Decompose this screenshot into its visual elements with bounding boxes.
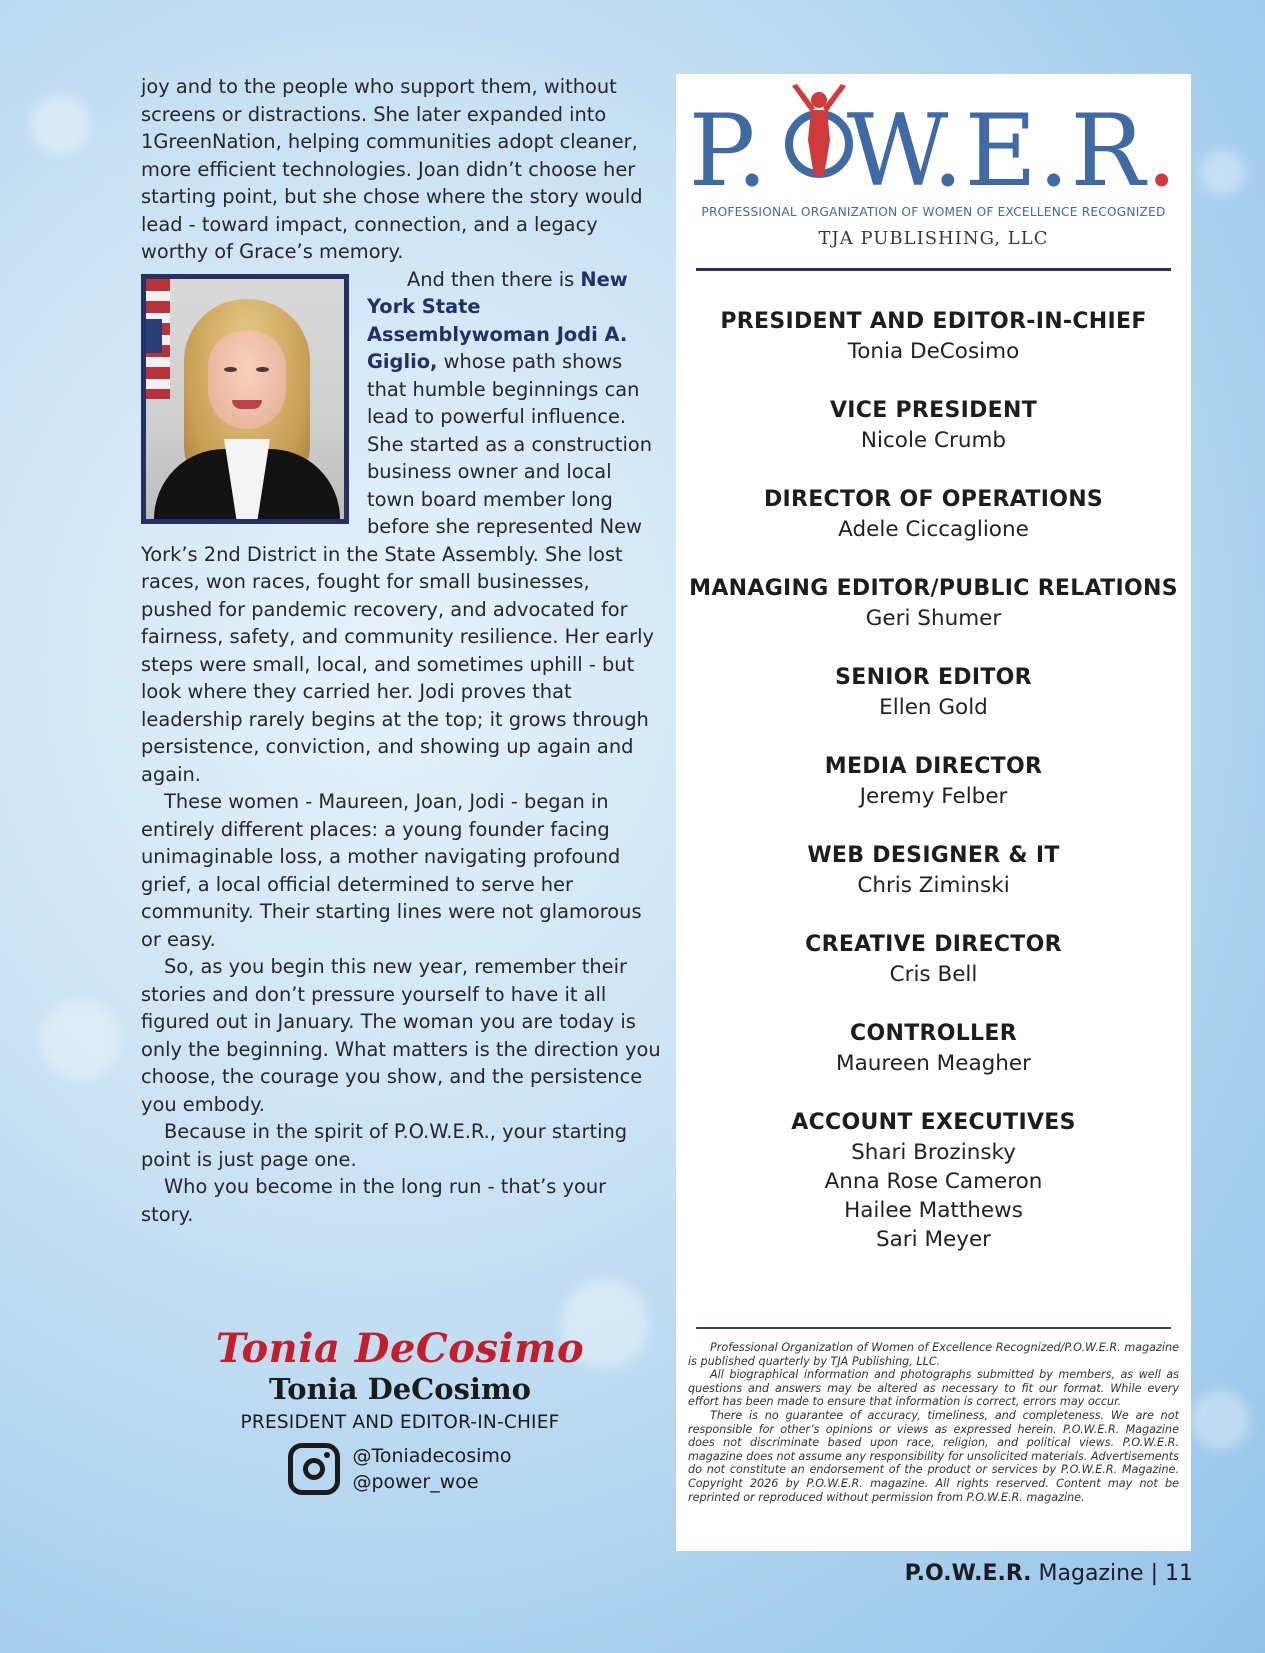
paragraph-body: whose path shows that humble beginnings can lead to powerful influence. She started as a construction business owner and local town board member long before she represented New York’s 2nd District in the State Assembly. She lost races, won races, fought for small businesses, pushed for pandemic recovery, and advocated for fairness, safety, and community resilience. Her early steps were small, local, and sometimes uphill - but look where they carried her. Jodi proves that leadership rarely begins at the top; it grows through persistence, conviction, and showing up again and again. <box>141 350 654 786</box>
instagram-handle[interactable]: @power_woe <box>352 1471 479 1493</box>
staff-role <box>676 1019 1191 1078</box>
role-title: CONTROLLER <box>850 1021 1017 1046</box>
portrait-eye <box>224 367 237 372</box>
social-handles <box>180 1443 620 1495</box>
role-name: Tonia DeCosimo <box>847 339 1020 364</box>
article-paragraph: So, as you begin this new year, remember their stories and don’t pressure yourself to have it all figured out in January. The woman you are today is only the beginning. What matters is the direction you choose, the courage you show, and the persistence you embody. <box>141 955 661 1116</box>
role-name: Maureen Meagher <box>836 1051 1031 1076</box>
staff-role <box>676 307 1191 366</box>
portrait-eye <box>256 367 269 372</box>
signature-block <box>180 1325 620 1495</box>
disclaimer <box>688 1341 1179 1504</box>
article-paragraph: Who you become in the long run - that’s your story. <box>141 1175 607 1226</box>
role-title: DIRECTOR OF OPERATIONS <box>763 487 1104 512</box>
role-title: WEB DESIGNER & IT <box>807 843 1060 868</box>
portrait-mouth <box>232 400 262 409</box>
logo-letters: W.E.R <box>846 94 1146 209</box>
portrait-photo-frame <box>141 274 349 524</box>
flag-canton <box>146 319 162 353</box>
role-name: Jeremy Felber <box>859 784 1008 809</box>
role-title: MEDIA DIRECTOR <box>824 754 1043 779</box>
highlighted-name: New York State Assemblywoman Jodi A. Giglio, <box>367 267 628 373</box>
role-title: MANAGING EDITOR/PUBLIC RELATIONS <box>689 576 1178 601</box>
role-name: Cris Bell <box>889 962 978 987</box>
disclaimer-paragraph: All biographical information and photographs submitted by members, as well as questions and answers may be altered as necessary to fit our format. While every effort has been made to ensure that information is correct, errors may occur. <box>688 1368 1179 1409</box>
role-name: Shari Brozinsky <box>851 1140 1016 1165</box>
bokeh-light <box>30 95 90 155</box>
masthead-panel <box>676 74 1191 1551</box>
logo-wordmark <box>686 94 1181 209</box>
footer-brand: P.O.W.E.R. <box>904 1561 1032 1586</box>
role-name: Sari Meyer <box>875 1227 992 1252</box>
instagram-icon <box>288 1443 340 1495</box>
staff-role <box>676 841 1191 900</box>
instagram-lens <box>303 1458 325 1480</box>
bokeh-light <box>40 1000 120 1080</box>
signer-title: PRESIDENT AND EDITOR-IN-CHIEF <box>240 1412 560 1433</box>
role-title: VICE PRESIDENT <box>829 398 1038 423</box>
signer-name: Tonia DeCosimo <box>269 1372 531 1406</box>
article-paragraph: joy and to the people who support them, without screens or distractions. She later expanded into 1GreenNation, helping communities adopt cleaner, more efficient technologies. Joan didn’t choose her starting point, but she chose where the story would lead - toward impact, connection, and a legacy worthy of Grace’s memory. <box>141 75 643 263</box>
role-title: ACCOUNT EXECUTIVES <box>791 1110 1076 1135</box>
role-name: Chris Ziminski <box>857 873 1010 898</box>
disclaimer-paragraph: There is no guarantee of accuracy, timeliness, and completeness. We are not responsible for other’s opinions or views as expressed herein. P.O.W.E.R. Magazine does not discriminate based upon race, religion, and political views. P.O.W.E.R. magazine does not assume any responsibility for unsolicited materials. Advertisements do not constitute an endorsement of the product or services by P.O.W.E.R. Magazine. Copyright 2026 by P.O.W.E.R. magazine. All rights reserved. Content may not be reprinted or reproduced without permission from P.O.W.E.R. magazine. <box>688 1408 1179 1504</box>
logo-dot: . <box>1145 94 1179 209</box>
publisher-name: TJA PUBLISHING, LLC <box>818 228 1049 249</box>
divider <box>696 268 1171 271</box>
role-name: Adele Ciccaglione <box>838 517 1029 542</box>
portrait-photo <box>146 279 344 519</box>
role-name: Anna Rose Cameron <box>824 1169 1043 1194</box>
divider <box>696 1327 1171 1329</box>
staff-role <box>676 752 1191 811</box>
staff-list <box>676 307 1191 1254</box>
staff-role <box>676 663 1191 722</box>
staff-role <box>676 396 1191 455</box>
handwritten-signature: Tonia DeCosimo <box>215 1325 585 1372</box>
role-title: PRESIDENT AND EDITOR-IN-CHIEF <box>720 309 1147 334</box>
article-paragraph: These women - Maureen, Joan, Jodi - began in entirely different places: a young founder facing unimaginable loss, a mother navigating profound grief, a local official determined to serve her community. Their starting lines were not glamorous or easy. <box>141 790 642 951</box>
role-name: Nicole Crumb <box>860 428 1007 453</box>
logo-letters: P. <box>688 94 769 209</box>
paragraph-lead: And then there is <box>407 267 581 291</box>
footer-page-info: Magazine | 11 <box>1038 1561 1193 1586</box>
disclaimer-paragraph: Professional Organization of Women of Excellence Recognized/P.O.W.E.R. magazine is published quarterly by TJA Publishing, LLC. <box>688 1341 1179 1368</box>
power-logo <box>676 74 1191 254</box>
instagram-dot <box>324 1452 330 1458</box>
bokeh-light <box>1190 1390 1250 1450</box>
staff-role <box>676 930 1191 989</box>
role-name: Geri Shumer <box>865 606 1002 631</box>
role-name: Hailee Matthews <box>844 1198 1023 1223</box>
article-column <box>141 73 661 1228</box>
staff-role <box>676 574 1191 633</box>
instagram-handle[interactable]: @Toniadecosimo <box>352 1445 512 1467</box>
role-name: Ellen Gold <box>879 695 988 720</box>
page-footer <box>905 1561 1193 1586</box>
staff-role <box>676 485 1191 544</box>
role-title: SENIOR EDITOR <box>835 665 1032 690</box>
portrait-face <box>208 331 286 429</box>
role-title: CREATIVE DIRECTOR <box>805 932 1062 957</box>
woman-figure-icon <box>784 80 854 196</box>
staff-role <box>676 1108 1191 1254</box>
bokeh-light <box>1200 150 1245 195</box>
handle-list <box>352 1443 511 1495</box>
organization-name: PROFESSIONAL ORGANIZATION OF WOMEN OF EXCELLENCE RECOGNIZED <box>701 205 1166 219</box>
article-paragraph: Because in the spirit of P.O.W.E.R., your starting point is just page one. <box>141 1120 628 1171</box>
